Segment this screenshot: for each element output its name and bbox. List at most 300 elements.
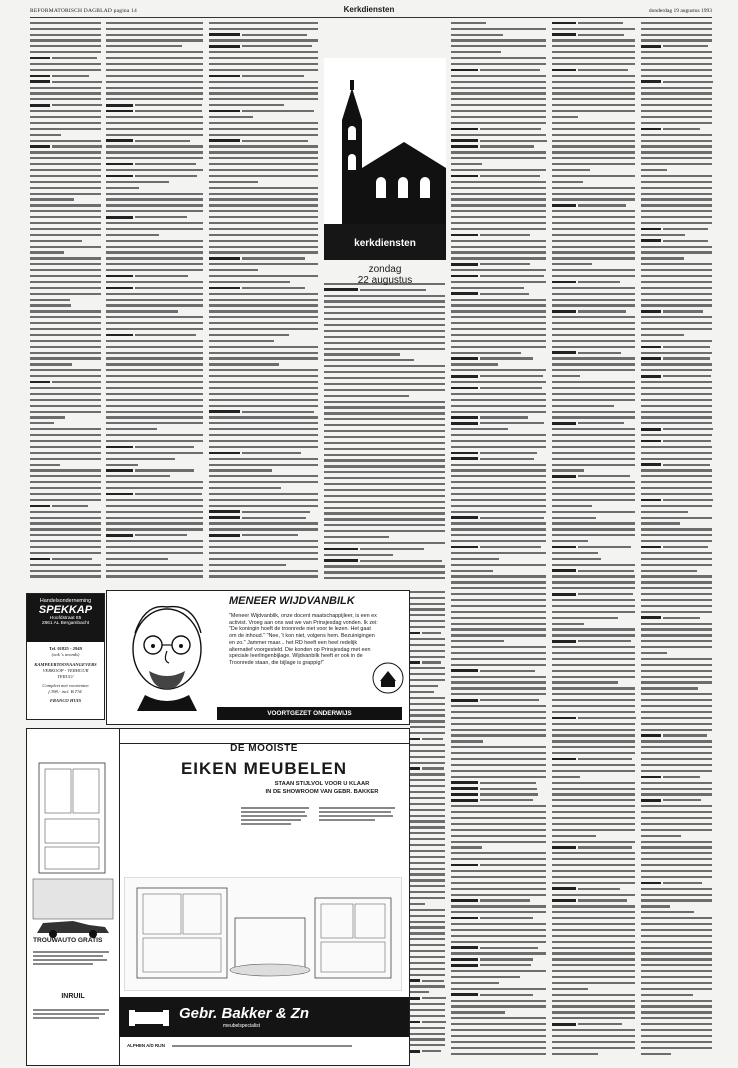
text-line bbox=[641, 563, 713, 569]
text-line bbox=[410, 1026, 446, 1032]
text-line bbox=[451, 510, 547, 516]
text-line bbox=[552, 840, 636, 846]
text-line bbox=[552, 457, 636, 463]
text-line bbox=[410, 861, 446, 867]
text-line bbox=[641, 793, 713, 799]
listing-column-7 bbox=[641, 21, 713, 1063]
text-line bbox=[451, 357, 547, 363]
text-line bbox=[106, 198, 204, 204]
text-line bbox=[410, 814, 446, 820]
text-line bbox=[209, 310, 319, 316]
text-line bbox=[324, 506, 446, 512]
text-line bbox=[552, 304, 636, 310]
text-line bbox=[410, 602, 446, 608]
text-line bbox=[552, 740, 636, 746]
car-icon bbox=[33, 915, 113, 939]
text-line bbox=[552, 1046, 636, 1052]
text-line bbox=[410, 714, 446, 720]
text-line bbox=[30, 186, 102, 192]
text-line bbox=[641, 728, 713, 734]
text-line bbox=[410, 985, 446, 991]
listing-column-8 bbox=[410, 590, 446, 1060]
text-line bbox=[410, 820, 446, 826]
text-line bbox=[552, 628, 636, 634]
bakker-headline-2: EIKEN MEUBELEN bbox=[180, 759, 348, 778]
spekkap-line1: Handelsonderneming bbox=[39, 598, 92, 604]
text-line bbox=[410, 655, 446, 661]
text-line bbox=[410, 979, 446, 985]
text-line bbox=[451, 457, 547, 463]
text-line bbox=[410, 867, 446, 873]
text-line bbox=[106, 304, 204, 310]
text-line bbox=[641, 251, 713, 257]
text-line bbox=[451, 145, 547, 151]
text-line bbox=[324, 453, 446, 459]
text-line bbox=[106, 569, 204, 575]
text-line bbox=[30, 404, 102, 410]
text-line bbox=[209, 33, 319, 39]
inruil-label: INRUIL bbox=[61, 993, 85, 1000]
text-line bbox=[451, 893, 547, 899]
text-line bbox=[641, 1046, 713, 1052]
text-line bbox=[209, 39, 319, 45]
text-line bbox=[451, 669, 547, 675]
text-line bbox=[209, 257, 319, 263]
text-line bbox=[552, 1052, 636, 1058]
text-line bbox=[410, 755, 446, 761]
text-line bbox=[641, 734, 713, 740]
text-line bbox=[552, 39, 636, 45]
text-line bbox=[451, 781, 547, 787]
cartoon-face-illustration bbox=[115, 599, 219, 711]
text-line bbox=[30, 80, 102, 86]
text-line bbox=[641, 952, 713, 958]
text-line bbox=[641, 940, 713, 946]
spekkap-phone: Tel. 01825 - 2949 bbox=[49, 646, 82, 651]
bakker-address bbox=[127, 1043, 401, 1049]
text-line bbox=[552, 357, 636, 363]
text-line bbox=[209, 298, 319, 304]
text-line bbox=[552, 728, 636, 734]
text-line bbox=[641, 722, 713, 728]
text-line bbox=[451, 192, 547, 198]
text-line bbox=[552, 251, 636, 257]
text-line bbox=[106, 404, 204, 410]
text-line bbox=[106, 86, 204, 92]
text-line bbox=[552, 80, 636, 86]
text-line bbox=[324, 518, 446, 524]
text-line bbox=[451, 86, 547, 92]
text-line bbox=[641, 840, 713, 846]
text-line bbox=[641, 781, 713, 787]
text-line bbox=[641, 887, 713, 893]
text-line bbox=[451, 952, 547, 958]
text-line bbox=[106, 563, 204, 569]
text-line bbox=[451, 728, 547, 734]
spekkap-text-5: f.398,- incl. B.T.W. bbox=[48, 689, 83, 694]
text-line bbox=[209, 204, 319, 210]
text-line bbox=[451, 634, 547, 640]
text-line bbox=[410, 873, 446, 879]
text-line bbox=[552, 363, 636, 369]
text-line bbox=[30, 257, 102, 263]
text-line bbox=[451, 940, 547, 946]
text-line bbox=[552, 416, 636, 422]
text-line bbox=[552, 463, 636, 469]
text-line bbox=[209, 516, 319, 522]
spekkap-header bbox=[27, 594, 104, 642]
text-line bbox=[106, 357, 204, 363]
text-line bbox=[209, 457, 319, 463]
feature-date bbox=[324, 264, 446, 286]
text-line bbox=[209, 139, 319, 145]
text-line bbox=[209, 463, 319, 469]
text-line bbox=[451, 1046, 547, 1052]
spekkap-address: Hoofdstraat 85 bbox=[49, 616, 82, 621]
text-line bbox=[451, 251, 547, 257]
text-line bbox=[552, 245, 636, 251]
text-line bbox=[410, 767, 446, 773]
text-line bbox=[209, 410, 319, 416]
text-line bbox=[451, 1052, 547, 1058]
text-line bbox=[451, 410, 547, 416]
text-line bbox=[106, 204, 204, 210]
spekkap-body bbox=[27, 642, 104, 708]
text-line bbox=[641, 416, 713, 422]
text-line bbox=[451, 958, 547, 964]
text-line bbox=[641, 86, 713, 92]
text-line bbox=[552, 186, 636, 192]
text-line bbox=[552, 239, 636, 245]
text-line bbox=[410, 932, 446, 938]
text-line bbox=[30, 575, 102, 581]
spekkap-text-1: KAMPEERTOONAANGEVERS bbox=[34, 662, 97, 667]
text-line bbox=[451, 946, 547, 952]
text-line bbox=[552, 204, 636, 210]
page-header-date: donderdag 19 augustus 1993 bbox=[648, 8, 712, 14]
text-line bbox=[30, 204, 102, 210]
text-line bbox=[451, 993, 547, 999]
bakker-body-left bbox=[241, 805, 311, 827]
text-line bbox=[451, 575, 547, 581]
text-line bbox=[552, 1011, 636, 1017]
text-line bbox=[552, 958, 636, 964]
text-line bbox=[552, 940, 636, 946]
text-line bbox=[641, 363, 713, 369]
text-line bbox=[106, 516, 204, 522]
text-line bbox=[410, 1038, 446, 1044]
text-line bbox=[106, 239, 204, 245]
inruil-text bbox=[33, 1007, 113, 1021]
text-line bbox=[209, 251, 319, 257]
bakker-furniture-advertisement bbox=[26, 728, 410, 1066]
text-line bbox=[410, 649, 446, 655]
text-line bbox=[410, 926, 446, 932]
text-line bbox=[641, 787, 713, 793]
text-line bbox=[451, 681, 547, 687]
text-line bbox=[451, 345, 547, 351]
text-line bbox=[641, 357, 713, 363]
text-line bbox=[30, 563, 102, 569]
text-line bbox=[209, 245, 319, 251]
text-line bbox=[209, 304, 319, 310]
spekkap-name: SPEKKAP bbox=[38, 604, 93, 616]
text-line bbox=[641, 899, 713, 905]
living-room-illustration bbox=[27, 729, 119, 929]
text-line bbox=[552, 139, 636, 145]
text-line bbox=[106, 363, 204, 369]
text-line bbox=[209, 192, 319, 198]
text-line bbox=[641, 133, 713, 139]
text-line bbox=[106, 410, 204, 416]
text-line bbox=[106, 351, 204, 357]
text-line bbox=[30, 457, 102, 463]
text-line bbox=[106, 251, 204, 257]
text-line bbox=[410, 973, 446, 979]
text-line bbox=[451, 27, 547, 33]
text-line bbox=[106, 33, 204, 39]
text-line bbox=[324, 577, 446, 583]
listing-column-3 bbox=[209, 21, 319, 586]
listing-column-2 bbox=[106, 21, 204, 586]
text-line bbox=[106, 510, 204, 516]
listing-column-4 bbox=[324, 282, 446, 586]
text-line bbox=[552, 563, 636, 569]
sofa-icon bbox=[127, 1004, 171, 1030]
text-line bbox=[552, 292, 636, 298]
bakker-left-panel bbox=[27, 729, 120, 1065]
text-line bbox=[641, 304, 713, 310]
spekkap-text-6: FRANCO HUIS bbox=[49, 698, 82, 703]
text-line bbox=[552, 893, 636, 899]
text-line bbox=[106, 522, 204, 528]
text-line bbox=[552, 781, 636, 787]
text-line bbox=[552, 133, 636, 139]
text-line bbox=[552, 33, 636, 39]
text-line bbox=[552, 410, 636, 416]
spekkap-text-2: VERKOOP - VERHUUR bbox=[42, 668, 89, 673]
text-line bbox=[451, 239, 547, 245]
wijdvanbilk-title: MENEER WIJDVANBILK bbox=[229, 595, 355, 607]
text-line bbox=[451, 793, 547, 799]
text-line bbox=[641, 292, 713, 298]
text-line bbox=[30, 510, 102, 516]
text-line bbox=[451, 999, 547, 1005]
text-line bbox=[324, 571, 446, 577]
text-line bbox=[410, 1032, 446, 1038]
text-line bbox=[552, 198, 636, 204]
text-line bbox=[209, 416, 319, 422]
page-header-left: REFORMATORISCH DAGBLAD pagina 14 bbox=[30, 8, 137, 14]
text-line bbox=[324, 565, 446, 571]
text-line bbox=[30, 27, 102, 33]
text-line bbox=[552, 793, 636, 799]
text-line bbox=[106, 575, 204, 581]
text-line bbox=[106, 245, 204, 251]
text-line bbox=[451, 628, 547, 634]
text-line bbox=[641, 80, 713, 86]
text-line bbox=[451, 687, 547, 693]
spekkap-text-4: Compleet met voortenten bbox=[42, 683, 89, 688]
text-line bbox=[552, 86, 636, 92]
bakker-company-sub: meubelspecialist bbox=[223, 1023, 260, 1029]
text-line bbox=[410, 773, 446, 779]
wijdvanbilk-bar: VOORTGEZET ONDERWIJS bbox=[217, 707, 402, 720]
text-line bbox=[30, 351, 102, 357]
text-line bbox=[324, 459, 446, 465]
feature-date-line2: 22 augustus bbox=[357, 275, 413, 286]
text-line bbox=[410, 661, 446, 667]
text-line bbox=[552, 569, 636, 575]
text-line bbox=[552, 92, 636, 98]
text-line bbox=[451, 675, 547, 681]
spekkap-city: 2861 AL Bergambacht bbox=[41, 621, 90, 626]
text-line bbox=[641, 622, 713, 628]
text-line bbox=[641, 33, 713, 39]
text-line bbox=[209, 357, 319, 363]
text-line bbox=[30, 33, 102, 39]
text-line bbox=[410, 702, 446, 708]
text-line bbox=[451, 304, 547, 310]
text-line bbox=[552, 734, 636, 740]
text-line bbox=[552, 722, 636, 728]
text-line bbox=[641, 846, 713, 852]
text-line bbox=[209, 198, 319, 204]
text-line bbox=[641, 463, 713, 469]
wijdvanbilk-body: "Meneer Wijdvanbilk, onze docent maatschappijleer, is een ex activist. Vroeg aan ons wat we van Prinsjesdag vonden. Ik zei: "De koningin hoeft de troonrede niet voor te lezen. Het gaat om de inhoud." "Nee, 't kon niet, volgens hem. Bezuinigingen en zo." Jammer maar... het RD heeft een heel redelijk alternatief voorgesteld. Die konden op Prinsjesdag met een speciale leerlingenbijlage. Wijdvanbilk heeft er ook in de Troonrede staan, die bijlage is grappig!" bbox=[229, 613, 378, 666]
text-line bbox=[641, 186, 713, 192]
text-line bbox=[324, 559, 446, 565]
text-line bbox=[641, 575, 713, 581]
text-line bbox=[641, 681, 713, 687]
furniture-photo bbox=[124, 877, 402, 991]
text-line bbox=[410, 826, 446, 832]
text-line bbox=[641, 1011, 713, 1017]
text-line bbox=[410, 914, 446, 920]
text-line bbox=[641, 345, 713, 351]
text-line bbox=[451, 834, 547, 840]
text-line bbox=[30, 145, 102, 151]
text-line bbox=[106, 27, 204, 33]
text-line bbox=[324, 406, 446, 412]
text-line bbox=[410, 920, 446, 926]
bakker-company-name: Gebr. Bakker & Zn bbox=[179, 1005, 310, 1022]
text-line bbox=[410, 608, 446, 614]
text-line bbox=[106, 133, 204, 139]
text-line bbox=[451, 563, 547, 569]
text-line bbox=[209, 145, 319, 151]
text-line bbox=[324, 465, 446, 471]
header-rule bbox=[30, 17, 712, 18]
text-line bbox=[641, 145, 713, 151]
text-line bbox=[451, 840, 547, 846]
text-line bbox=[209, 239, 319, 245]
text-line bbox=[209, 86, 319, 92]
text-line bbox=[641, 634, 713, 640]
text-line bbox=[552, 634, 636, 640]
text-line bbox=[209, 133, 319, 139]
text-line bbox=[324, 341, 446, 347]
section-title: Kerkdiensten bbox=[343, 5, 395, 14]
text-line bbox=[641, 27, 713, 33]
text-line bbox=[552, 27, 636, 33]
text-line bbox=[324, 400, 446, 406]
text-line bbox=[552, 899, 636, 905]
text-line bbox=[30, 345, 102, 351]
text-line bbox=[209, 186, 319, 192]
bakker-headline-1: DE MOOISTE bbox=[230, 743, 298, 754]
text-line bbox=[552, 787, 636, 793]
text-line bbox=[30, 86, 102, 92]
text-line bbox=[30, 292, 102, 298]
text-line bbox=[451, 1005, 547, 1011]
text-line bbox=[641, 457, 713, 463]
text-line bbox=[552, 345, 636, 351]
text-line bbox=[30, 245, 102, 251]
text-line bbox=[451, 887, 547, 893]
text-line bbox=[209, 522, 319, 528]
text-line bbox=[30, 522, 102, 528]
text-line bbox=[552, 575, 636, 581]
bakker-subheadline-1: STAAN STIJLVOL VOOR U KLAAR bbox=[274, 781, 370, 787]
text-line bbox=[451, 80, 547, 86]
text-line bbox=[30, 139, 102, 145]
text-line bbox=[209, 80, 319, 86]
text-line bbox=[410, 808, 446, 814]
text-line bbox=[451, 622, 547, 628]
text-line bbox=[106, 469, 204, 475]
text-line bbox=[451, 404, 547, 410]
text-line bbox=[106, 345, 204, 351]
text-line bbox=[209, 345, 319, 351]
text-line bbox=[641, 669, 713, 675]
text-line bbox=[552, 999, 636, 1005]
text-line bbox=[410, 708, 446, 714]
text-line bbox=[552, 687, 636, 693]
text-line bbox=[106, 80, 204, 86]
text-line bbox=[451, 186, 547, 192]
text-line bbox=[641, 139, 713, 145]
text-line bbox=[451, 139, 547, 145]
trouwauto-text bbox=[33, 949, 113, 967]
feature-date-line1: zondag bbox=[368, 264, 402, 275]
text-line bbox=[552, 846, 636, 852]
bakker-city: ALPHEN A/D RIJN bbox=[127, 1043, 165, 1048]
text-line bbox=[451, 463, 547, 469]
text-line bbox=[106, 292, 204, 298]
text-line bbox=[451, 310, 547, 316]
text-line bbox=[641, 410, 713, 416]
text-line bbox=[106, 139, 204, 145]
bakker-top-strip bbox=[119, 729, 409, 744]
text-line bbox=[552, 310, 636, 316]
text-line bbox=[641, 239, 713, 245]
text-line bbox=[552, 946, 636, 952]
text-line bbox=[106, 92, 204, 98]
text-line bbox=[324, 447, 446, 453]
text-line bbox=[641, 628, 713, 634]
text-line bbox=[552, 522, 636, 528]
text-line bbox=[30, 310, 102, 316]
text-line bbox=[641, 893, 713, 899]
spekkap-text-3: TERUG! bbox=[57, 674, 74, 679]
text-line bbox=[30, 92, 102, 98]
text-line bbox=[552, 257, 636, 263]
text-line bbox=[30, 192, 102, 198]
text-line bbox=[451, 516, 547, 522]
text-line bbox=[106, 416, 204, 422]
text-line bbox=[451, 204, 547, 210]
